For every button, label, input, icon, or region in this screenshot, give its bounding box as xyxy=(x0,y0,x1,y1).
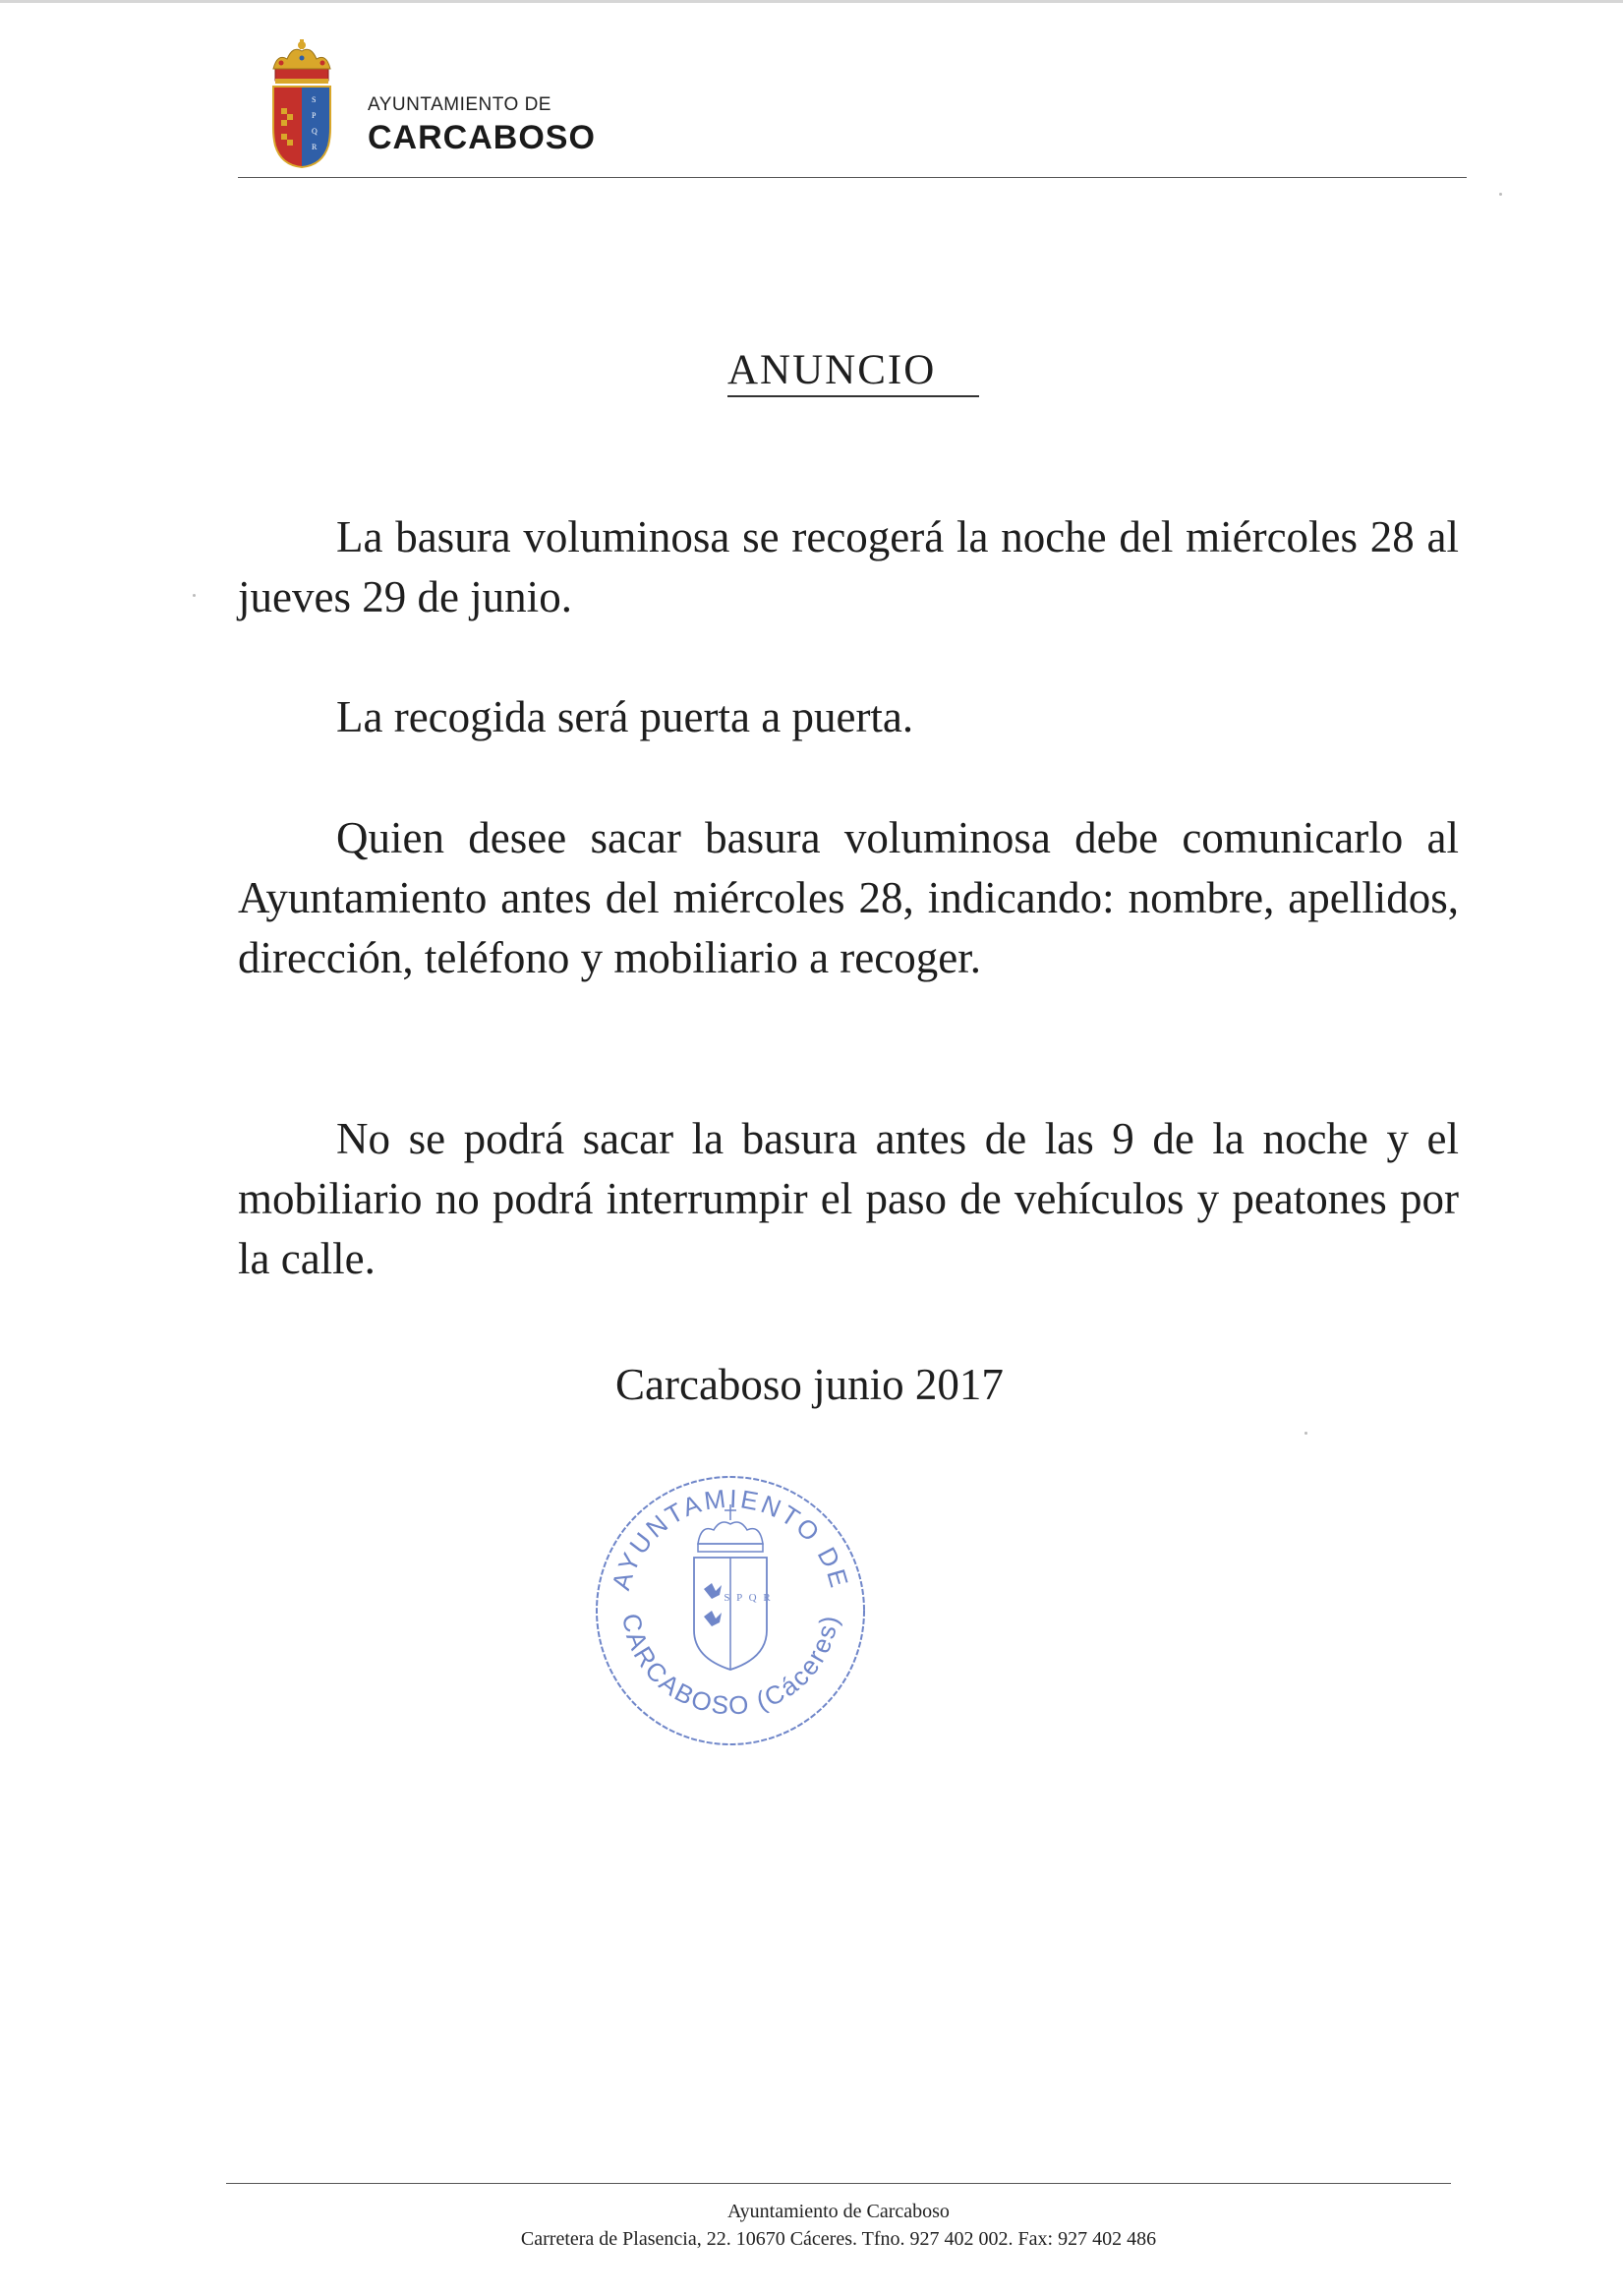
scan-edge xyxy=(0,0,1623,3)
svg-text:S: S xyxy=(312,95,317,104)
footer-divider xyxy=(226,2183,1451,2184)
scan-speck xyxy=(1499,193,1502,196)
letterhead xyxy=(238,35,1467,183)
svg-text:P: P xyxy=(312,111,317,120)
footer xyxy=(226,2199,1451,2252)
paragraph-2: La recogida será puerta a puerta. xyxy=(336,692,914,741)
paragraph-3: Quien desee sacar basura voluminosa debe comunicarlo al Ayuntamiento antes del miércoles 28, indicando: nombre, apellidos, dirección, teléfono y mobiliario a recoger. xyxy=(238,813,1459,982)
paragraph-1: La basura voluminosa se recogerá la noche del miércoles 28 al jueves 29 de junio. xyxy=(238,512,1459,621)
footer-name: Ayuntamiento de Carcaboso xyxy=(727,2201,950,2222)
scan-speck xyxy=(193,594,196,597)
coat-of-arms-icon xyxy=(267,39,336,173)
svg-text:R: R xyxy=(312,143,318,151)
page-title: ANUNCIO xyxy=(727,347,937,393)
stamp-top-text: AYUNTAMIENTO DE xyxy=(606,1483,855,1594)
official-stamp-icon xyxy=(588,1463,873,1748)
date-line: Carcaboso junio 2017 xyxy=(615,1360,1004,1409)
scan-speck xyxy=(1304,1432,1307,1435)
stamp-bottom-text: CARCABOSO (Cáceres) xyxy=(616,1611,844,1721)
title-underline xyxy=(727,395,979,397)
stamp-shield-letters: S P Q R xyxy=(724,1592,773,1604)
letterhead-line2: CARCABOSO xyxy=(368,119,596,156)
header-divider xyxy=(238,177,1467,178)
footer-address: Carretera de Plasencia, 22. 10670 Cáceres. Tfno. 927 402 002. Fax: 927 402 486 xyxy=(520,2228,1157,2250)
paragraph-4: No se podrá sacar la basura antes de las 9 de la noche y el mobiliario no podrá interrumpir el paso de vehículos y peatones por la calle. xyxy=(238,1114,1459,1283)
letterhead-line1: AYUNTAMIENTO DE xyxy=(368,94,551,115)
letterhead-text xyxy=(368,94,596,157)
svg-text:Q: Q xyxy=(312,127,318,136)
